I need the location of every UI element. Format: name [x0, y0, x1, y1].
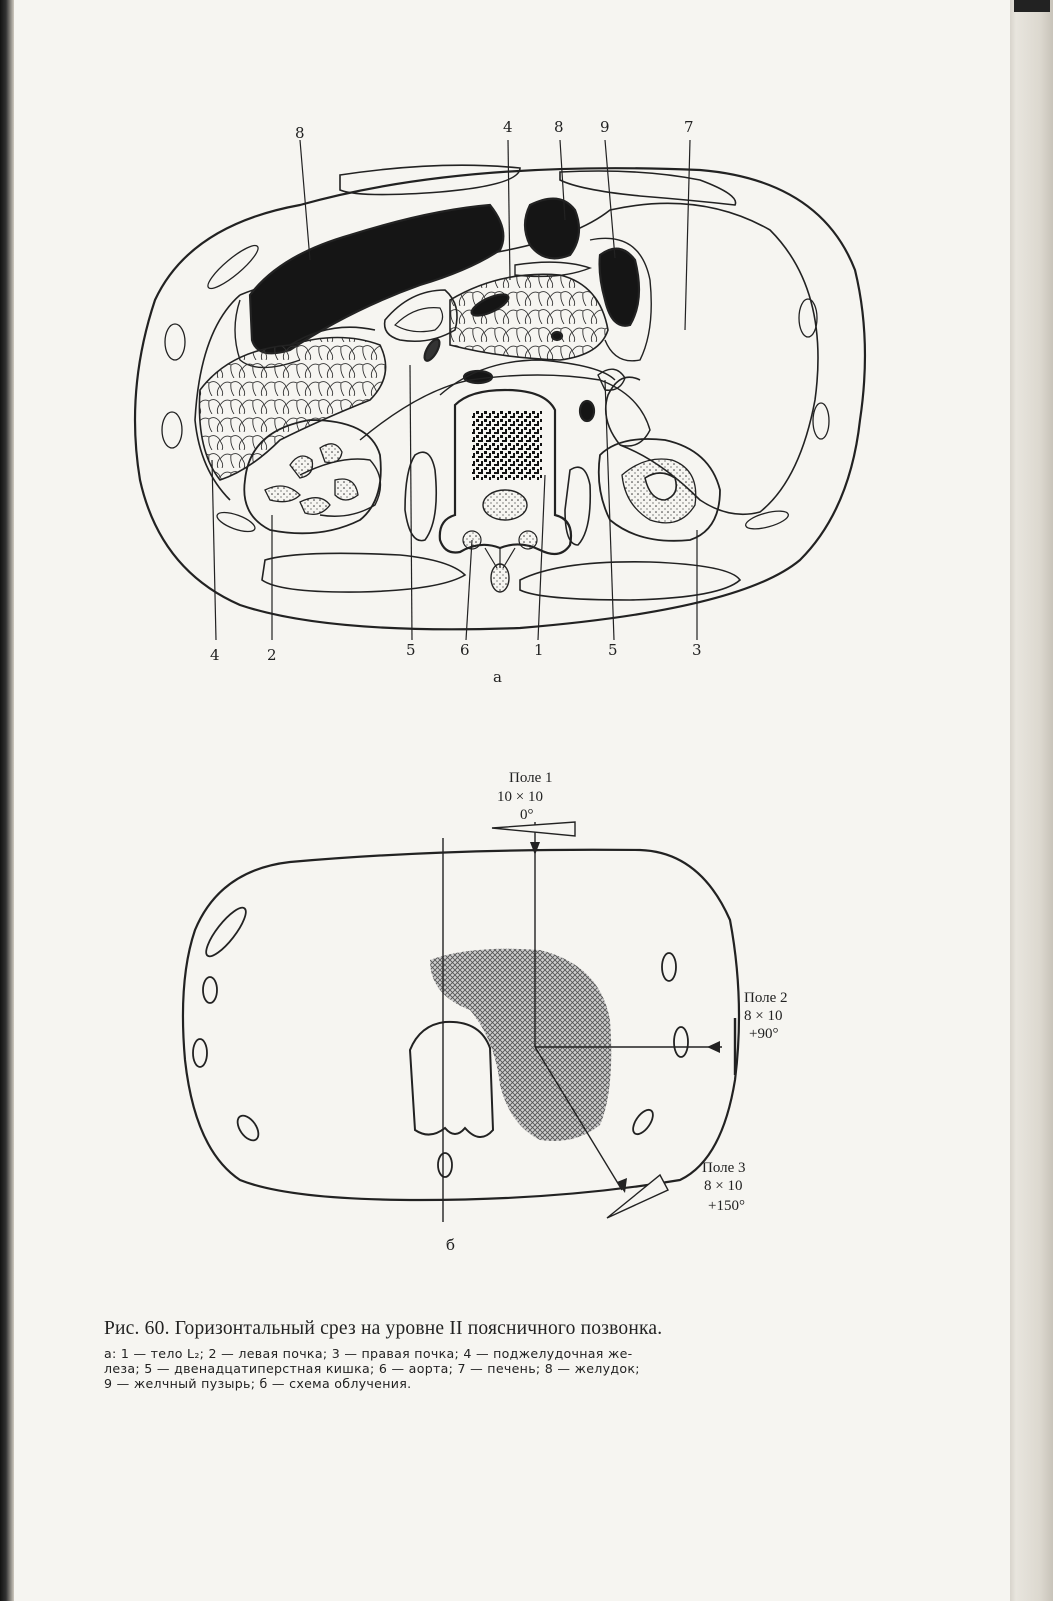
- label-4-bottom: 4: [210, 646, 220, 664]
- label-8-top-right: 8: [554, 118, 564, 136]
- label-1-bottom: 1: [534, 641, 544, 659]
- label-2-bottom: 2: [267, 646, 277, 664]
- caption-line: леза; 5 — двенадцатиперстная кишка; 6 — аорта; 7 — печень; 8 — желудок;: [104, 1361, 640, 1376]
- field2-size: 8 × 10: [744, 1008, 783, 1024]
- label-4-top: 4: [503, 118, 513, 136]
- label-5-bottom-right: 5: [608, 641, 618, 659]
- body-outline-b: [183, 850, 739, 1200]
- field1-name: Поле 1: [509, 770, 553, 786]
- caption-line: 9 — желчный пузырь; б — схема облучения.: [104, 1376, 412, 1391]
- label-5-bottom-left: 5: [406, 641, 416, 659]
- label-7-top: 7: [684, 118, 694, 136]
- field1-size: 10 × 10: [497, 789, 543, 805]
- field1-angle: 0°: [520, 807, 534, 823]
- cross-section-b: [183, 822, 739, 1222]
- field2-angle: +90°: [749, 1026, 779, 1042]
- field3-angle: +150°: [708, 1198, 745, 1214]
- figure-caption: [104, 1318, 874, 1391]
- caption-title: Рис. 60. Горизонтальный срез на уровне II поясничного позвонка.: [104, 1318, 663, 1339]
- label-9-top: 9: [600, 118, 610, 136]
- field2-name: Поле 2: [744, 990, 788, 1006]
- caption-line: а: 1 — тело L₂; 2 — левая почка; 3 — правая почка; 4 — поджелудочная же-: [104, 1346, 633, 1361]
- label-3-bottom: 3: [692, 641, 702, 659]
- panel-label-a: а: [493, 668, 502, 686]
- panel-label-b: б: [446, 1236, 456, 1254]
- field3-size: 8 × 10: [704, 1178, 743, 1194]
- label-8-top-left: 8: [295, 124, 305, 142]
- cross-section-a: [135, 140, 865, 640]
- field3-name: Поле 3: [702, 1160, 746, 1176]
- caption-legend: [104, 1346, 874, 1391]
- label-6-bottom: 6: [460, 641, 470, 659]
- target-volume: [430, 949, 611, 1141]
